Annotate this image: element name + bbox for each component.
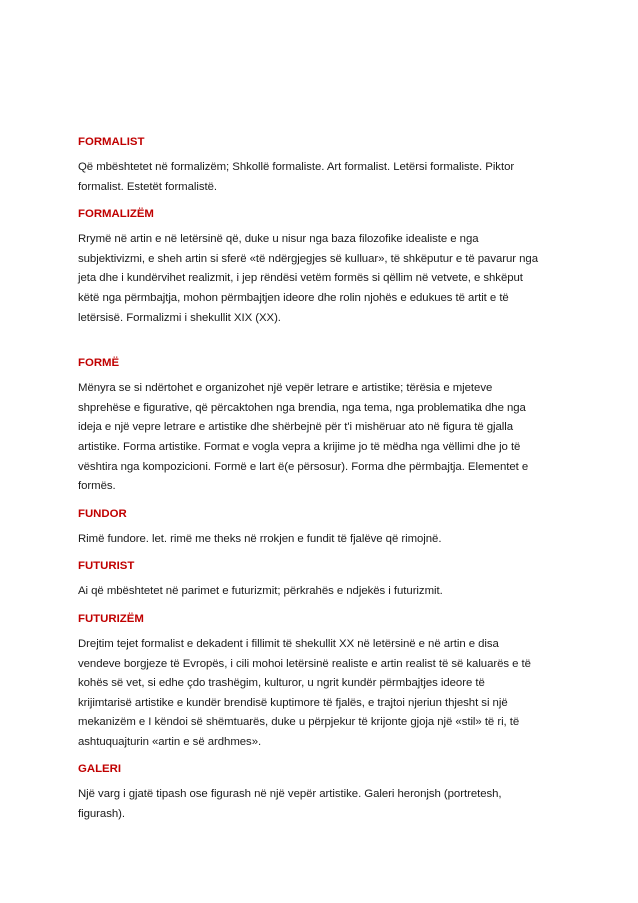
entry-formalist	[78, 133, 568, 197]
definition-line: vështira nga kompozicioni. Formë e lart ë(e përsosur). Forma dhe përmbajtja. Elementet e	[78, 460, 529, 473]
definition-line: vendeve borgjeze të Evropës, i cili mohoi letërsinë realiste e artin realist të së kaluarës e të	[78, 657, 531, 670]
entry-futurizem	[78, 610, 568, 753]
entry-galeri	[78, 760, 568, 824]
definition-line: mekanizëm e I këndoi së shëmtuarës, duke u përpjekur të krijonte gjoja një «stil» të ri, të	[78, 716, 520, 729]
definition-line: shprehëse e figurative, që përcaktohen nga brendia, nga tema, nga problematika dhe nga	[78, 401, 526, 414]
entry-formalizem	[78, 205, 568, 328]
definition-line: subjektivizmi, e sheh artin si sferë «të ndërgjegjes së kulluar», të shkëputur e të pavarur nga	[78, 252, 538, 265]
definition-line: Ai që mbështetet në parimet e futurizmit; përkrahës e ndjekës i futurizmit.	[78, 585, 443, 598]
definition-line: krijimtarisë artistike e kundër brendisë kuptimore të fjalës, e trajtoi njeriun thjesht si një	[78, 696, 508, 709]
definition-line: figurash).	[78, 808, 125, 821]
definition-line: Rrymë në artin e në letërsinë që, duke u nisur nga baza filozofike idealiste e nga	[78, 233, 479, 246]
entry-forme	[78, 354, 568, 497]
term-definition	[78, 230, 568, 328]
definition-line: ashtuquajturin «artin e së ardhmes».	[78, 735, 262, 748]
term-heading: GALERI	[78, 763, 122, 776]
definition-line: artistike. Forma artistike. Format e vogla vepra a krijime jo të mëdha nga vëllimi dhe jo të	[78, 440, 521, 453]
definition-line: kohës së vet, si edhe çdo trashëgim, kulturor, u ngrit kundër përmbajtjes ideore të	[78, 677, 485, 690]
term-heading: FUNDOR	[78, 507, 127, 520]
definition-line: këtë nga përmbajtja, mohon përmbajtjen ideore dhe rolin njohës e edukues të artit e të	[78, 291, 509, 304]
term-definition	[78, 635, 568, 753]
paragraph-spacer	[78, 336, 568, 354]
term-definition	[78, 530, 568, 550]
definition-line: letërsisë. Formalizmi i shekullit XIX (XX).	[78, 311, 281, 324]
term-heading: FUTURIZËM	[78, 612, 144, 625]
definition-line: Mënyra se si ndërtohet e organizohet një vepër letrare e artistike; tërësia e mjeteve	[78, 382, 493, 395]
term-heading: FORMALIST	[78, 136, 145, 148]
entry-futurist	[78, 557, 568, 602]
term-heading: FORMË	[78, 357, 120, 370]
term-definition	[78, 785, 568, 824]
term-definition	[78, 582, 568, 602]
definition-line: Që mbështetet në formalizëm; Shkollë formaliste. Art formalist. Letërsi formaliste. Piktor	[78, 161, 515, 173]
definition-line: Një varg i gjatë tipash ose figurash në një vepër artistike. Galeri heronjsh (portretesh,	[78, 788, 502, 801]
term-definition	[78, 158, 568, 197]
term-heading: FORMALIZËM	[78, 208, 154, 221]
definition-line: jeta dhe i kundërvihet realizmit, i jep rëndësi vetëm formës si qëllim në vetvete, e shkëput	[78, 272, 523, 285]
definition-line: Rimë fundore. let. rimë me theks në rrokjen e fundit të fjalëve që rimojnë.	[78, 532, 442, 545]
definition-line: formalist. Estetët formalistë.	[78, 180, 218, 193]
definition-line: Drejtim tejet formalist e dekadent i fillimit të shekullit XX në letërsinë e në artin e disa	[78, 637, 499, 650]
definition-line: formës.	[78, 480, 116, 493]
entry-fundor	[78, 505, 568, 550]
definition-line: ideja e një vepre letrare e artistike dhe shërbejnë për t'i mishëruar ato në figura të gjalla	[78, 421, 514, 434]
document-page	[78, 133, 568, 833]
term-definition	[78, 379, 568, 497]
term-heading: FUTURIST	[78, 560, 135, 573]
